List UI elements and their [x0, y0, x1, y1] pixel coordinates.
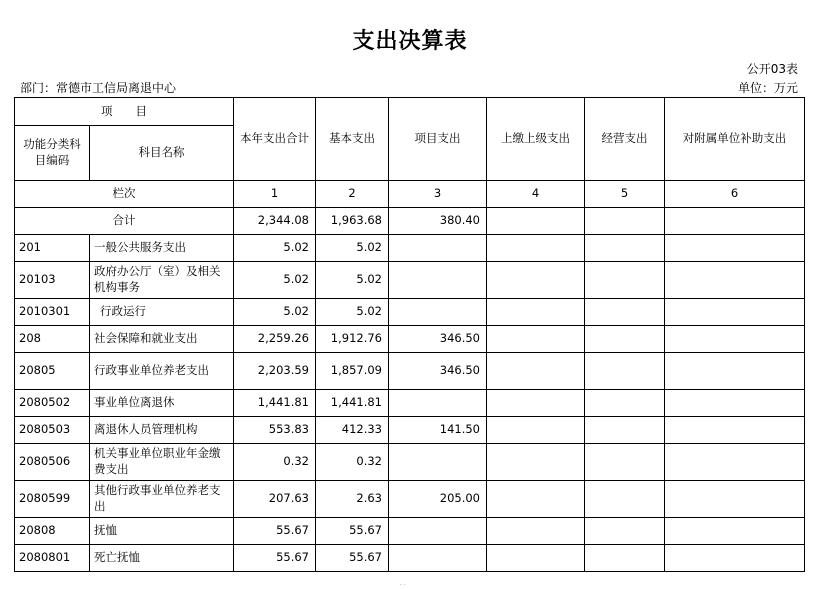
index-num: 6 [665, 181, 805, 208]
col-header-5: 经营支出 [585, 98, 665, 181]
row-value: 5.02 [316, 235, 389, 262]
row-value [389, 235, 487, 262]
row-value: 5.02 [316, 262, 389, 299]
total-value [487, 208, 585, 235]
row-code: 201 [15, 235, 90, 262]
row-name: 政府办公厅（室）及相关机构事务 [90, 262, 234, 299]
row-value [665, 444, 805, 481]
row-value [585, 390, 665, 417]
page-title: 支出决算表 [352, 29, 468, 54]
table-code: 公开03表 [746, 62, 798, 76]
row-value [487, 481, 585, 518]
table-row [15, 545, 805, 572]
index-num: 5 [585, 181, 665, 208]
row-value: 412.33 [316, 417, 389, 444]
table-row [15, 326, 805, 353]
index-num: 2 [316, 181, 389, 208]
row-value [389, 545, 487, 572]
total-value [665, 208, 805, 235]
row-code: 20103 [15, 262, 90, 299]
row-value [487, 390, 585, 417]
footer-mark: · · [400, 582, 406, 589]
row-value: 1,441.81 [234, 390, 316, 417]
row-value [487, 444, 585, 481]
row-value [665, 262, 805, 299]
row-value: 0.32 [316, 444, 389, 481]
row-value [487, 417, 585, 444]
col-header-1: 本年支出合计 [234, 98, 316, 181]
row-value: 5.02 [234, 299, 316, 326]
row-value [585, 299, 665, 326]
table-row [15, 299, 805, 326]
row-name: 死亡抚恤 [90, 545, 234, 572]
row-code: 2080502 [15, 390, 90, 417]
row-code: 2080801 [15, 545, 90, 572]
row-value [389, 444, 487, 481]
table-row [15, 353, 805, 390]
row-value: 2,203.59 [234, 353, 316, 390]
row-value [487, 235, 585, 262]
row-value: 346.50 [389, 326, 487, 353]
row-value [585, 417, 665, 444]
table-row [15, 518, 805, 545]
row-code: 208 [15, 326, 90, 353]
row-value [487, 518, 585, 545]
total-value: 380.40 [389, 208, 487, 235]
row-value: 207.63 [234, 481, 316, 518]
row-value [585, 518, 665, 545]
row-name: 抚恤 [90, 518, 234, 545]
col-header-2: 基本支出 [316, 98, 389, 181]
table-row [15, 481, 805, 518]
row-value: 5.02 [234, 235, 316, 262]
unit-label: 单位：万元 [737, 81, 798, 95]
row-name: 行政事业单位养老支出 [90, 353, 234, 390]
total-value: 2,344.08 [234, 208, 316, 235]
table-row [15, 235, 805, 262]
table-row [15, 390, 805, 417]
row-name: 行政运行 [90, 299, 234, 326]
row-name: 社会保障和就业支出 [90, 326, 234, 353]
row-value [585, 545, 665, 572]
item-group-header: 项 目 [15, 98, 234, 126]
name-col-header: 科目名称 [90, 126, 234, 181]
row-name: 一般公共服务支出 [90, 235, 234, 262]
row-value [665, 299, 805, 326]
row-name: 其他行政事业单位养老支出 [90, 481, 234, 518]
row-value [665, 518, 805, 545]
row-value [665, 326, 805, 353]
total-value: 1,963.68 [316, 208, 389, 235]
row-value: 55.67 [316, 518, 389, 545]
row-value [389, 518, 487, 545]
index-num: 3 [389, 181, 487, 208]
row-value [487, 262, 585, 299]
col-header-6: 对附属单位补助支出 [665, 98, 805, 181]
row-code: 2080506 [15, 444, 90, 481]
row-value: 5.02 [234, 262, 316, 299]
row-value [665, 545, 805, 572]
index-num: 4 [487, 181, 585, 208]
row-value: 346.50 [389, 353, 487, 390]
row-value: 55.67 [234, 545, 316, 572]
row-value [585, 353, 665, 390]
row-code: 20805 [15, 353, 90, 390]
row-value [585, 262, 665, 299]
col-header-4: 上缴上级支出 [487, 98, 585, 181]
row-value: 553.83 [234, 417, 316, 444]
row-value [487, 326, 585, 353]
row-value: 2,259.26 [234, 326, 316, 353]
row-value [585, 444, 665, 481]
index-row-label: 栏次 [15, 181, 234, 208]
total-row-label: 合计 [15, 208, 234, 235]
row-value: 1,441.81 [316, 390, 389, 417]
row-value [585, 235, 665, 262]
department-label: 部门：常德市工信局离退中心 [20, 81, 177, 95]
row-name: 离退休人员管理机构 [90, 417, 234, 444]
row-name: 机关事业单位职业年金缴费支出 [90, 444, 234, 481]
row-value [665, 417, 805, 444]
row-value: 55.67 [234, 518, 316, 545]
row-value [665, 353, 805, 390]
row-value [389, 299, 487, 326]
table-row [15, 262, 805, 299]
col-header-3: 项目支出 [389, 98, 487, 181]
table-row [15, 417, 805, 444]
row-value: 1,857.09 [316, 353, 389, 390]
row-value [585, 481, 665, 518]
row-value [487, 299, 585, 326]
row-value [665, 235, 805, 262]
row-code: 2080503 [15, 417, 90, 444]
row-code: 20808 [15, 518, 90, 545]
row-value: 1,912.76 [316, 326, 389, 353]
row-value: 5.02 [316, 299, 389, 326]
row-value [389, 390, 487, 417]
total-value [585, 208, 665, 235]
table-row [15, 444, 805, 481]
row-value [487, 545, 585, 572]
row-value: 2.63 [316, 481, 389, 518]
expenditure-table [14, 97, 805, 572]
row-value [487, 353, 585, 390]
row-value: 141.50 [389, 417, 487, 444]
row-value: 55.67 [316, 545, 389, 572]
row-value [665, 481, 805, 518]
row-code: 2080599 [15, 481, 90, 518]
code-col-header: 功能分类科目编码 [15, 126, 90, 181]
index-num: 1 [234, 181, 316, 208]
row-value [389, 262, 487, 299]
row-name: 事业单位离退休 [90, 390, 234, 417]
row-value: 205.00 [389, 481, 487, 518]
row-value [665, 390, 805, 417]
row-value: 0.32 [234, 444, 316, 481]
row-code: 2010301 [15, 299, 90, 326]
row-value [585, 326, 665, 353]
